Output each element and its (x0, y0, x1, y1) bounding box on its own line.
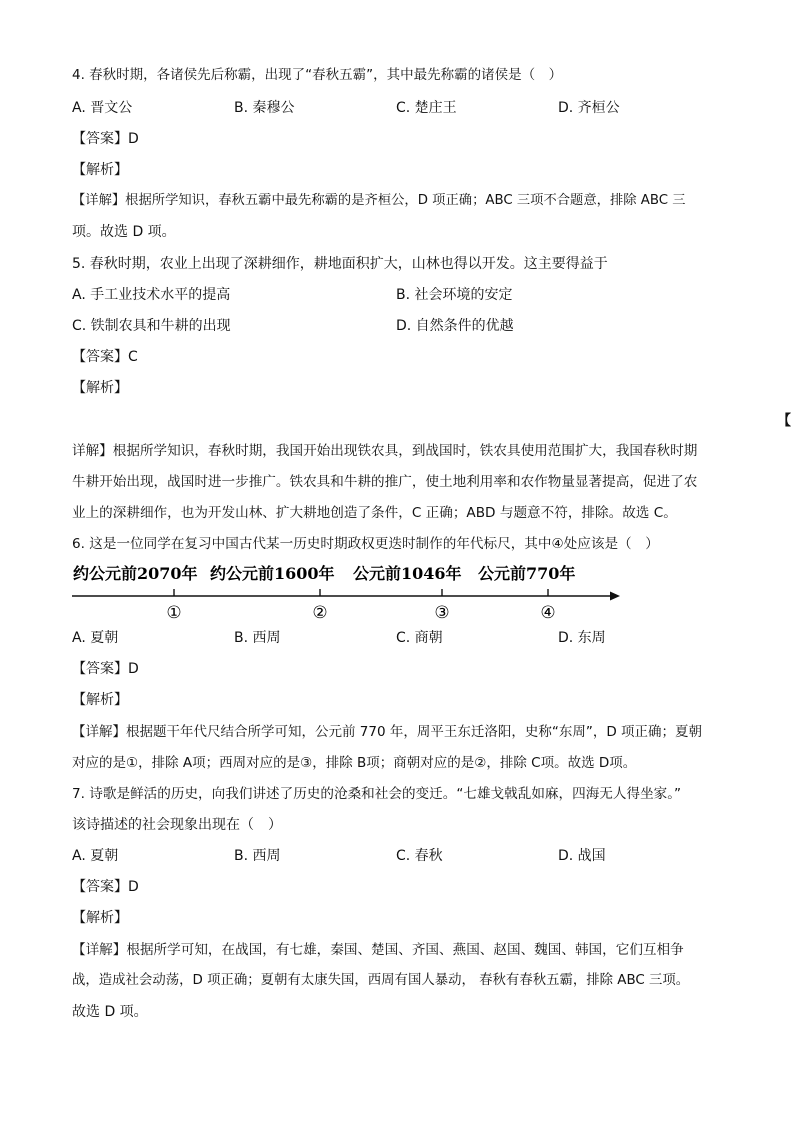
q5-stem: 5. 春秋时期，农业上出现了深耕细作，耕地面积扩大，山林也得以开发。这主要得益于 (72, 256, 608, 272)
q4-stem: 4. 春秋时期，各诸侯先后称霸，出现了“春秋五霸”，其中最先称霸的诸侯是（ ） (72, 67, 563, 83)
q7-stem-line-2: 该诗描述的社会现象出现在（ ） (72, 817, 282, 833)
q4-answer: 【答案】D (72, 131, 139, 147)
timeline-label: 约公元前1600年 (210, 564, 335, 583)
timeline-arrowhead (610, 592, 620, 601)
q6-timeline (70, 560, 630, 620)
timeline-label: 公元前770年 (478, 564, 576, 583)
q6-analysis-label: 【解析】 (72, 692, 128, 708)
q7-analysis-label: 【解析】 (72, 910, 128, 926)
q4-option-a: A. 晋文公 (72, 100, 133, 116)
q6-detail-line-1: 【详解】根据题干年代尺结合所学可知，公元前 770 年，周平王东迁洛阳，史称“东周”，D 项正确；夏朝 (72, 724, 703, 740)
q4-option-b: B. 秦穆公 (234, 100, 295, 116)
page-edge-bracket: 【 (777, 413, 791, 429)
q4-detail-line-2: 项。故选 D 项。 (72, 224, 176, 240)
q5-detail-line-2: 牛耕开始出现，战国时进一步推广。铁农具和牛耕的推广，使土地利用率和农作物量显著提高，促进了农 (72, 474, 698, 490)
q7-stem-line-1: 7. 诗歌是鲜活的历史，向我们讲述了历史的沧桑和社会的变迁。“七雄戈戟乱如麻，四海无人得坐家。” (72, 786, 682, 802)
timeline-mark: ④ (540, 603, 556, 620)
q6-option-c: C. 商朝 (396, 630, 443, 646)
q5-detail-line-1: 详解】根据所学知识，春秋时期，我国开始出现铁农具，到战国时，铁农具使用范围扩大，我国春秋时期 (72, 443, 698, 459)
q5-option-c: C. 铁制农具和牛耕的出现 (72, 318, 231, 334)
q6-answer: 【答案】D (72, 661, 139, 677)
q7-option-a: A. 夏朝 (72, 848, 119, 864)
q7-detail-line-3: 故选 D 项。 (72, 1004, 148, 1020)
q6-option-b: B. 西周 (234, 630, 281, 646)
q6-detail-line-2: 对应的是①，排除 A项；西周对应的是③，排除 B项；商朝对应的是②，排除 C项。故选 D项。 (72, 755, 637, 771)
q6-stem: 6. 这是一位同学在复习中国古代某一历史时期政权更迭时制作的年代标尺，其中④处应该是（ ） (72, 536, 659, 552)
timeline-mark: ③ (434, 603, 450, 620)
q6-option-a: A. 夏朝 (72, 630, 119, 646)
q7-detail-line-1: 【详解】根据所学可知，在战国，有七雄，秦国、楚国、齐国、燕国、赵国、魏国、韩国，它们互相争 (72, 942, 684, 958)
q7-answer: 【答案】D (72, 879, 139, 895)
q5-option-a: A. 手工业技术水平的提高 (72, 287, 231, 303)
q4-option-c: C. 楚庄王 (396, 100, 457, 116)
q6-option-d: D. 东周 (558, 630, 606, 646)
q4-option-d: D. 齐桓公 (558, 100, 620, 116)
q5-detail-line-3: 业上的深耕细作，也为开发山林、扩大耕地创造了条件，C 正确；ABD 与题意不符，排除。故选 C。 (72, 505, 677, 521)
q5-option-d: D. 自然条件的优越 (396, 318, 514, 334)
q5-answer: 【答案】C (72, 349, 138, 365)
timeline-label: 约公元前2070年 (73, 564, 198, 583)
q7-option-b: B. 西周 (234, 848, 281, 864)
timeline-mark: ② (312, 603, 328, 620)
timeline-label: 公元前1046年 (353, 564, 462, 583)
timeline-mark: ① (166, 603, 182, 620)
q7-option-d: D. 战国 (558, 848, 606, 864)
q5-option-b: B. 社会环境的安定 (396, 287, 513, 303)
q5-analysis-label: 【解析】 (72, 380, 128, 396)
q7-detail-line-2: 战，造成社会动荡，D 项正确；夏朝有太康失国，西周有国人暴动， 春秋有春秋五霸，排除 ABC 三项。 (72, 973, 690, 988)
q4-detail-line-1: 【详解】根据所学知识，春秋五霸中最先称霸的是齐桓公，D 项正确；ABC 三项不合题意，排除 ABC 三 (72, 193, 686, 208)
q4-analysis-label: 【解析】 (72, 162, 128, 178)
q7-option-c: C. 春秋 (396, 848, 443, 864)
